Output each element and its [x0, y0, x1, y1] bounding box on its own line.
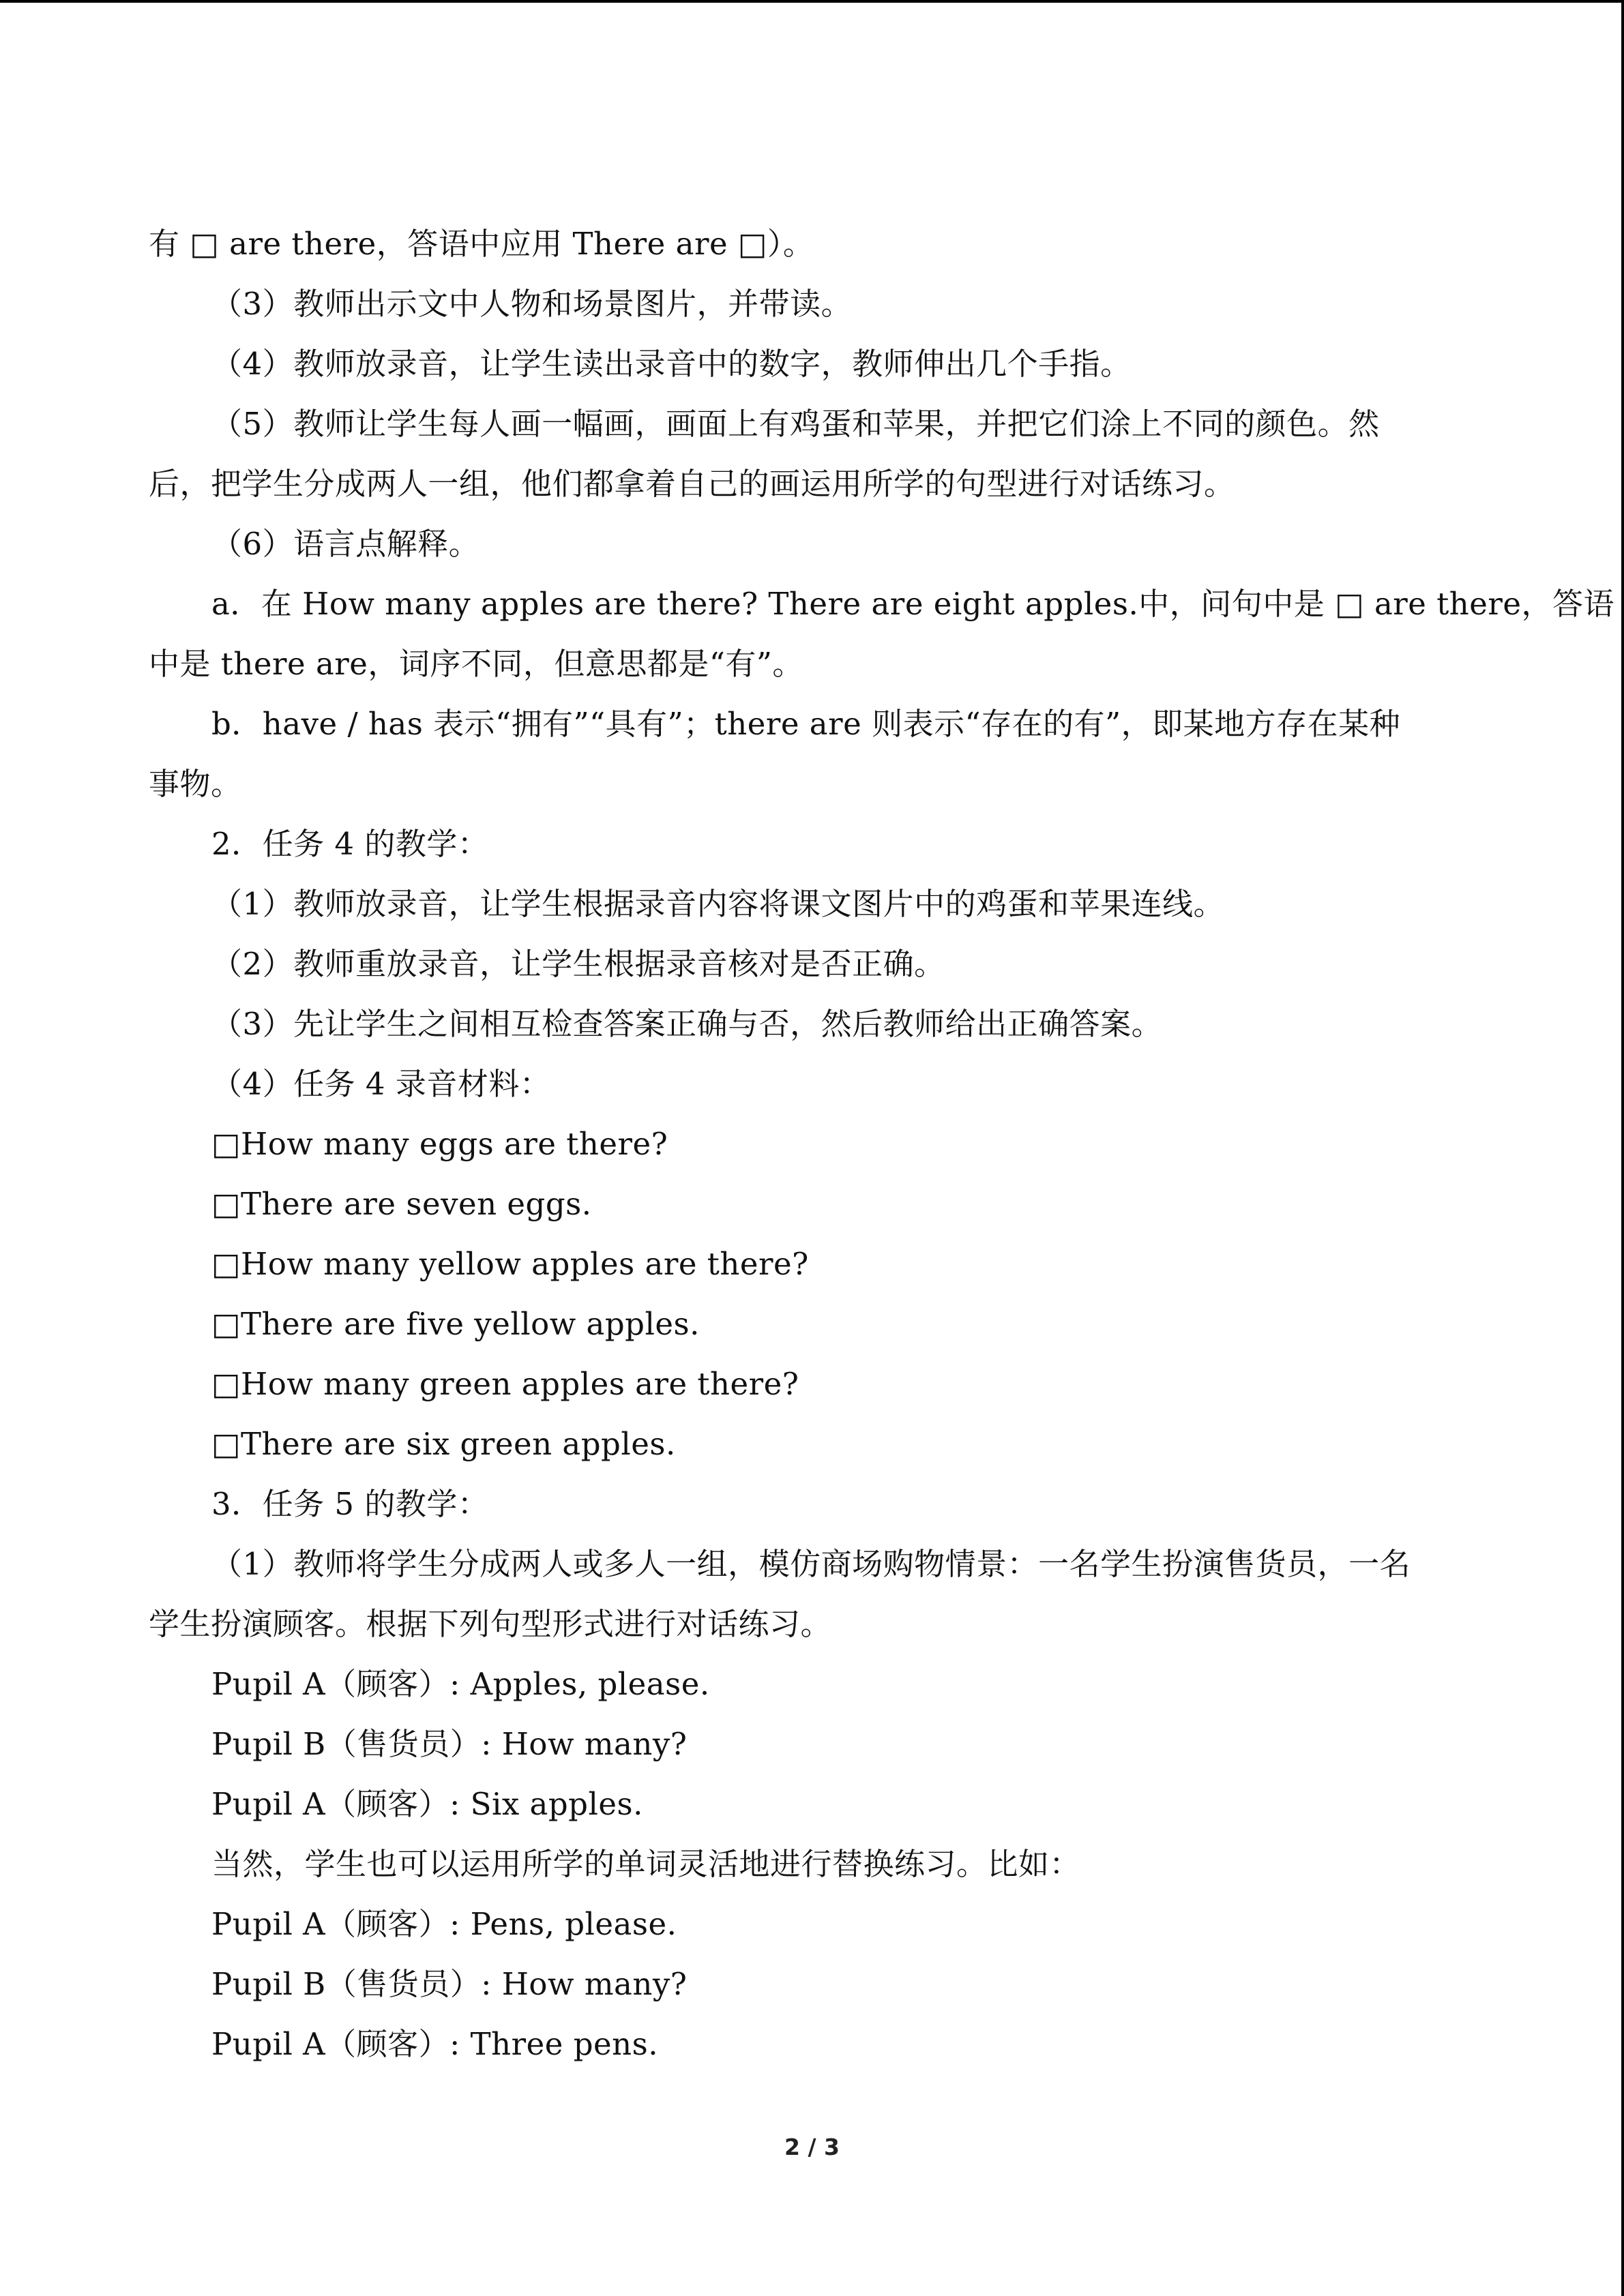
dialogue-line: Pupil A（顾客）: Three pens.	[211, 2026, 659, 2062]
document-body	[149, 214, 1615, 2074]
section-heading: 3．任务 5 的教学：	[211, 1486, 489, 1522]
transcript-line: □How many eggs are there?	[211, 1126, 668, 1162]
text-line: 当然，学生也可以运用所学的单词灵活地进行替换练习。比如：	[211, 1846, 1081, 1882]
dialogue-line: Pupil A（顾客）: Six apples.	[211, 1786, 643, 1822]
text-line: 中是 there are，词序不同，但意思都是“有”。	[149, 646, 803, 682]
text-line: （3）教师出示文中人物和场景图片，并带读。	[211, 286, 853, 322]
text-line: （2）教师重放录音，让学生根据录音核对是否正确。	[211, 946, 945, 982]
text-line: a．在 How many apples are there? There are eight apples.中，问句中是 □ are there，答语	[211, 586, 1615, 622]
text-line: 事物。	[149, 766, 242, 802]
dialogue-line: Pupil A（顾客）: Pens, please.	[211, 1906, 677, 1942]
dialogue-line: Pupil A（顾客）: Apples, please.	[211, 1666, 710, 1702]
text-line: （3）先让学生之间相互检查答案正确与否，然后教师给出正确答案。	[211, 1006, 1163, 1042]
section-heading: 2．任务 4 的教学：	[211, 826, 489, 862]
transcript-line: □How many yellow apples are there?	[211, 1246, 809, 1282]
text-line: （1）教师将学生分成两人或多人一组，模仿商场购物情景：一名学生扮演售货员，一名	[211, 1546, 1411, 1582]
text-line: （4）教师放录音，让学生读出录音中的数字，教师伸出几个手指。	[211, 346, 1132, 382]
dialogue-line: Pupil B（售货员）: How many?	[211, 1966, 688, 2002]
text-line: 学生扮演顾客。根据下列句型形式进行对话练习。	[149, 1606, 832, 1642]
transcript-line: □There are five yellow apples.	[211, 1306, 700, 1342]
transcript-line: □How many green apples are there?	[211, 1366, 799, 1402]
transcript-line: □There are seven eggs.	[211, 1186, 592, 1222]
text-line: （6）语言点解释。	[211, 526, 480, 562]
text-line: （5）教师让学生每人画一幅画，画面上有鸡蛋和苹果，并把它们涂上不同的颜色。然	[211, 406, 1380, 442]
text-line: b．have / has 表示“拥有”“具有”；there are 则表示“存在的有”，即某地方存在某种	[211, 706, 1401, 742]
text-line: 有 □ are there，答语中应用 There are □）。	[149, 226, 814, 262]
dialogue-line: Pupil B（售货员）: How many?	[211, 1726, 688, 1762]
transcript-line: □There are six green apples.	[211, 1426, 676, 1462]
page-number: 2 / 3	[784, 2134, 840, 2160]
text-line: （1）教师放录音，让学生根据录音内容将课文图片中的鸡蛋和苹果连线。	[211, 886, 1225, 922]
text-line: 后，把学生分成两人一组，他们都拿着自己的画运用所学的句型进行对话练习。	[149, 466, 1235, 502]
text-line: （4）任务 4 录音材料：	[211, 1066, 551, 1102]
